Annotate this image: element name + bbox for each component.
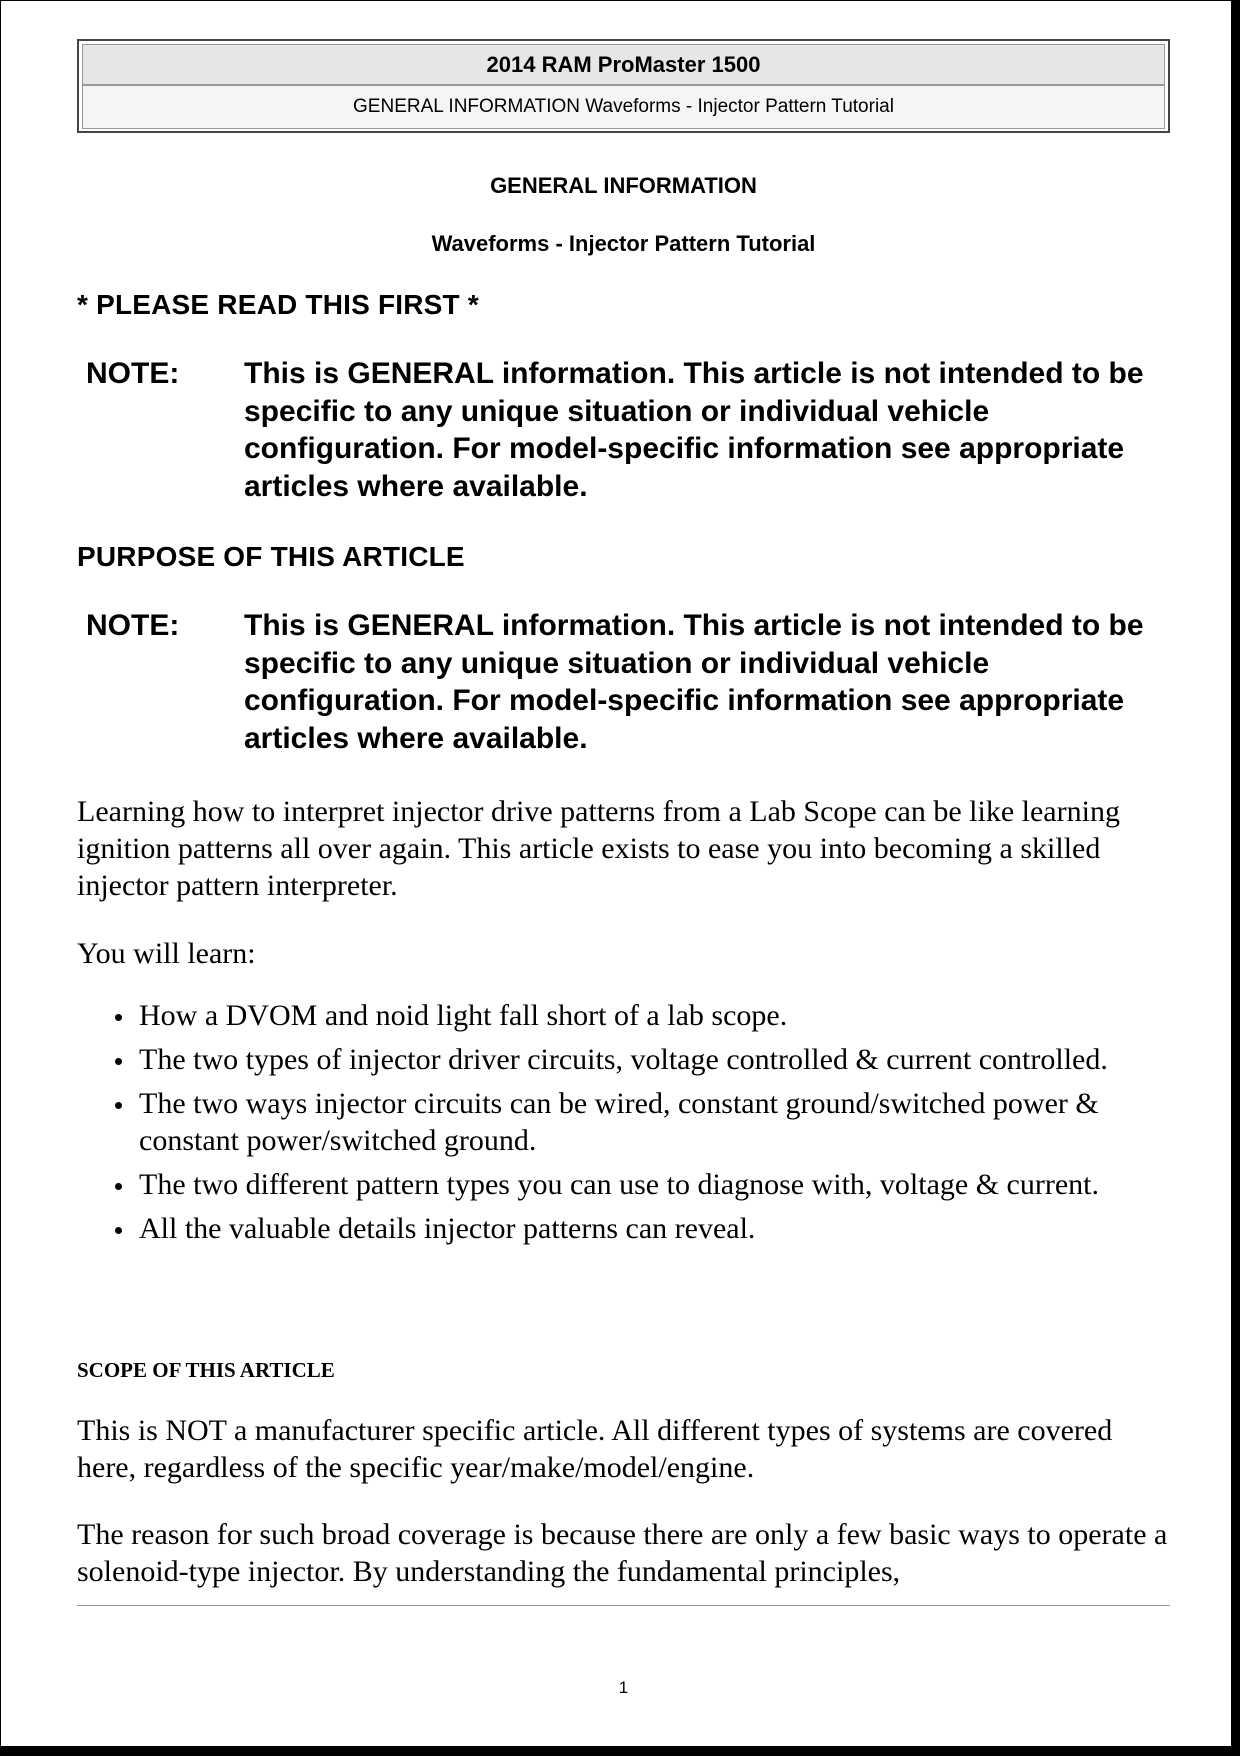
list-item-text: The two ways injector circuits can be wired, constant ground/switched power & constant power/switched ground.: [139, 1087, 1099, 1157]
list-item: [77, 1166, 1177, 1203]
list-item: [77, 997, 1177, 1034]
bullet-icon: [115, 1102, 122, 1109]
scope-heading: SCOPE OF THIS ARTICLE: [77, 1358, 335, 1382]
footer-divider: [77, 1605, 1170, 1606]
note-text-2: This is GENERAL information. This article is not intended to be specific to any unique situation or individual vehicle configuration. For model-specific information see appropriate articles where available.: [244, 609, 1144, 755]
note-label-1: NOTE:: [86, 357, 180, 390]
note-label-2: NOTE:: [86, 609, 180, 642]
list-item: [77, 1210, 1177, 1247]
learn-lead: You will learn:: [77, 937, 256, 970]
list-item: [77, 1085, 1177, 1159]
bullet-icon: [115, 1058, 122, 1065]
read-first-heading: * PLEASE READ THIS FIRST *: [77, 289, 479, 320]
purpose-heading: PURPOSE OF THIS ARTICLE: [77, 541, 465, 572]
learn-list: [77, 997, 1177, 1254]
list-item-text: The two different pattern types you can use to diagnose with, voltage & current.: [139, 1168, 1099, 1201]
section-heading: GENERAL INFORMATION: [490, 173, 757, 198]
bullet-icon: [115, 1014, 122, 1021]
bullet-icon: [115, 1227, 122, 1234]
scope-paragraph-2: The reason for such broad coverage is because there are only a few basic ways to operate a solenoid-type injector. By understanding the fundamental principles,: [77, 1518, 1168, 1588]
list-item: [77, 1041, 1177, 1078]
vehicle-title: 2014 RAM ProMaster 1500: [82, 44, 1165, 85]
scope-paragraph-1: This is NOT a manufacturer specific article. All different types of systems are covered here, regardless of the specific year/make/model/engine.: [77, 1414, 1113, 1484]
list-item-text: The two types of injector driver circuits, voltage controlled & current controlled.: [139, 1043, 1108, 1076]
article-subtitle: GENERAL INFORMATION Waveforms - Injector Pattern Tutorial: [82, 85, 1165, 129]
article-heading: Waveforms - Injector Pattern Tutorial: [431, 231, 816, 256]
list-item-text: All the valuable details injector patterns can reveal.: [139, 1212, 756, 1245]
intro-paragraph: Learning how to interpret injector drive patterns from a Lab Scope can be like learning ignition patterns all over again. This article exists to ease you into becoming a skilled injector pattern interpreter.: [77, 795, 1120, 902]
note-text-1: This is GENERAL information. This article is not intended to be specific to any unique situation or individual vehicle configuration. For model-specific information see appropriate articles where available.: [244, 357, 1144, 503]
list-item-text: How a DVOM and noid light fall short of a lab scope.: [139, 999, 788, 1032]
document-header: [77, 39, 1170, 133]
page-number: 1: [618, 1678, 629, 1697]
bullet-icon: [115, 1183, 122, 1190]
